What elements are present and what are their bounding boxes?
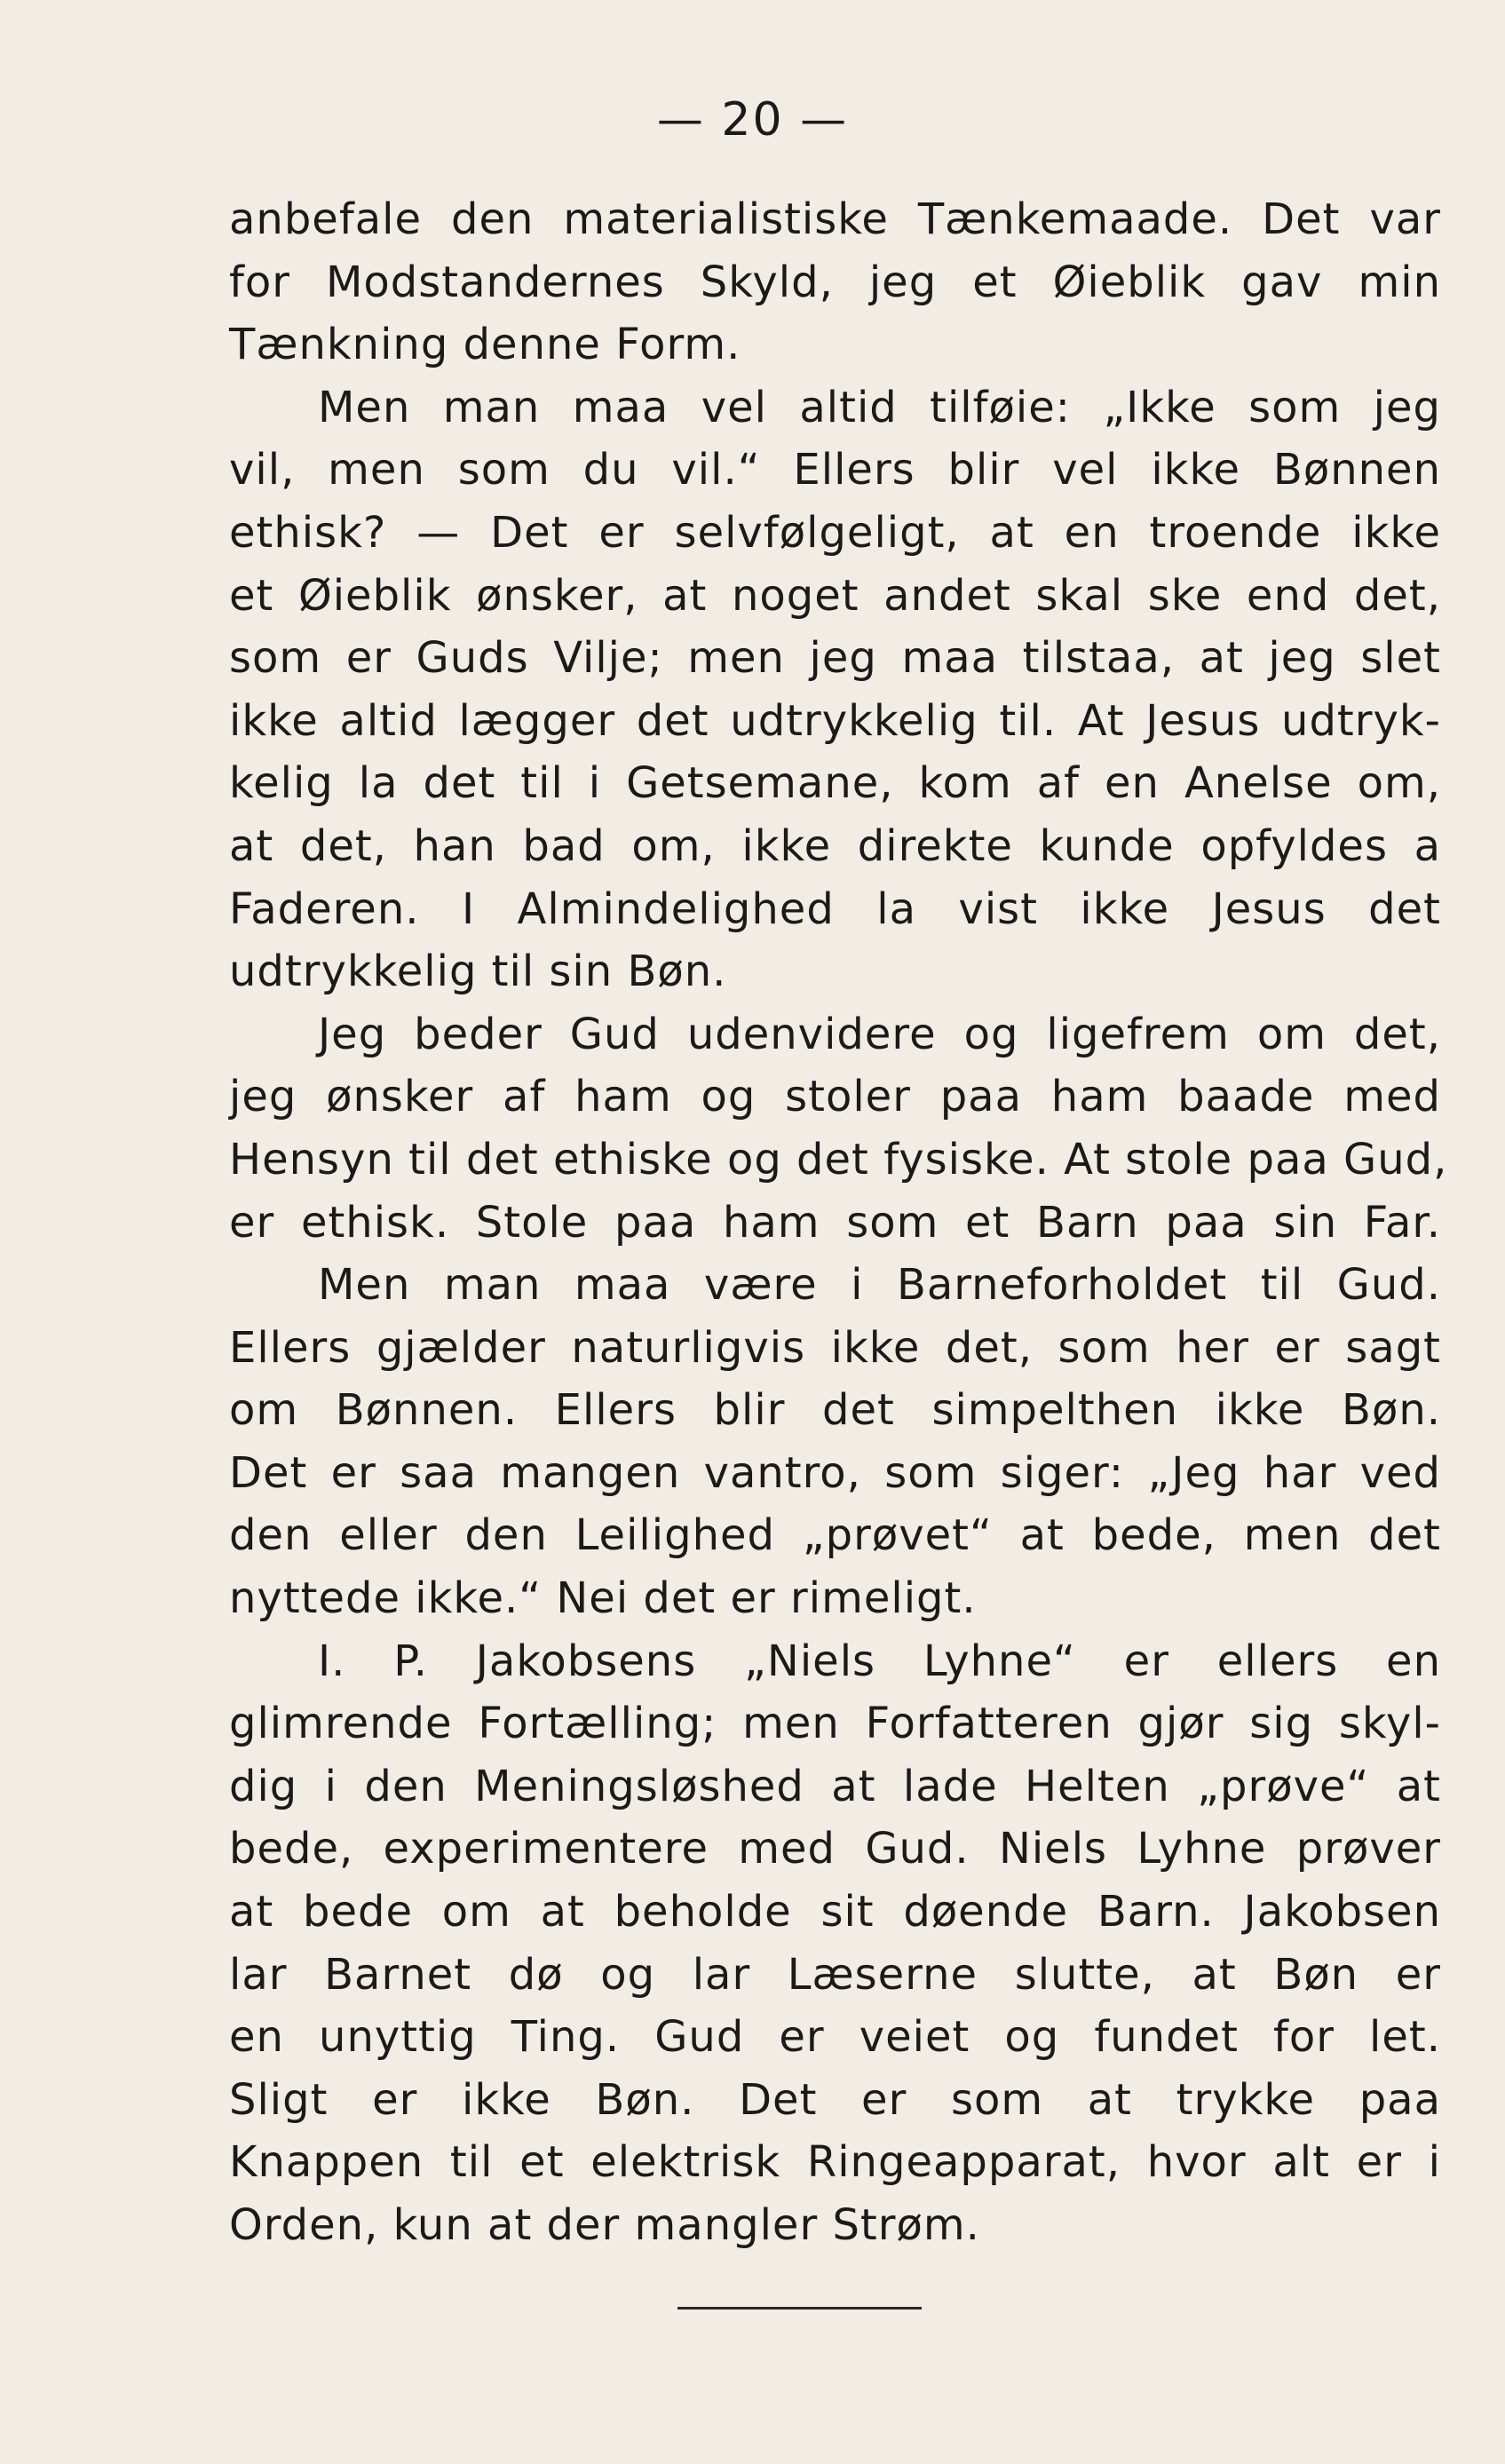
- text-line: Orden, kun at der mangler Strøm.: [229, 2200, 980, 2250]
- page-number: — 20 —: [656, 93, 849, 147]
- text-line: som er Guds Vilje; men jeg maa tilstaa, at jeg slet: [229, 633, 1441, 684]
- text-line: dig i den Meningsløshed at lade Helten „prøve“ at: [229, 1761, 1441, 1811]
- text-line: vil, men som du vil.“ Ellers blir vel ikke Bønnen: [229, 445, 1441, 495]
- text-line: at bede om at beholde sit døende Barn. Jakobsen: [229, 1887, 1441, 1937]
- text-line: udtrykkelig til sin Bøn.: [229, 947, 727, 997]
- text-line: ethisk? — Det er selvfølgeligt, at en troende ikke: [229, 507, 1441, 558]
- text-line: Det er saa mangen vantro, som siger: „Jeg har ved: [229, 1447, 1441, 1498]
- text-line: bede, experimentere med Gud. Niels Lyhne prøver: [229, 1824, 1441, 1874]
- text-line: den eller den Leilighed „prøvet“ at bede, men det: [229, 1510, 1441, 1561]
- end-rule-divider: [677, 2307, 922, 2310]
- text-line: kelig la det til i Getsemane, kom af en Anelse om,: [229, 758, 1441, 809]
- text-line: at det, han bad om, ikke direkte kunde opfyldes a: [229, 820, 1441, 871]
- body-text: [229, 188, 1448, 2257]
- text-line: Men man maa være i Barneforholdet til Gud.: [318, 1260, 1441, 1311]
- text-line: Men man maa vel altid tilføie: „Ikke som jeg: [318, 382, 1441, 432]
- text-line: Ellers gjælder naturligvis ikke det, som her er sagt: [229, 1322, 1441, 1373]
- text-line: Tænkning denne Form.: [229, 320, 741, 370]
- text-line: Faderen. I Almindelighed la vist ikke Jesus det: [229, 883, 1441, 934]
- text-line: Sligt er ikke Bøn. Det er som at trykke paa: [229, 2074, 1441, 2125]
- text-line: lar Barnet dø og lar Læserne slutte, at Bøn er: [229, 1949, 1441, 2000]
- text-line: jeg ønsker af ham og stoler paa ham baade med: [229, 1072, 1441, 1122]
- text-line: er ethisk. Stole paa ham som et Barn paa sin Far.: [229, 1197, 1441, 1248]
- text-line: en unyttig Ting. Gud er veiet og fundet for let.: [229, 2012, 1441, 2063]
- text-line: Knappen til et elektrisk Ringeapparat, hvor alt er i: [229, 2137, 1441, 2188]
- text-line: glimrende Fortælling; men Forfatteren gjør sig skyl-: [229, 1699, 1441, 1749]
- text-line: ikke altid lægger det udtrykkelig til. At Jesus udtryk-: [229, 695, 1441, 746]
- text-line: Jeg beder Gud udenvidere og ligefrem om det,: [318, 1009, 1441, 1059]
- text-line: om Bønnen. Ellers blir det simpelthen ikke Bøn.: [229, 1385, 1441, 1436]
- text-line: nyttede ikke.“ Nei det er rimeligt.: [229, 1573, 977, 1624]
- text-line: Hensyn til det ethiske og det fysiske. At stole paa Gud,: [229, 1134, 1448, 1184]
- text-line: for Modstandernes Skyld, jeg et Øieblik gav min: [229, 257, 1441, 307]
- text-line: I. P. Jakobsens „Niels Lyhne“ er ellers en: [318, 1636, 1441, 1686]
- text-line: anbefale den materialistiske Tænkemaade. Det var: [229, 194, 1441, 244]
- text-line: et Øieblik ønsker, at noget andet skal ske end det,: [229, 570, 1441, 621]
